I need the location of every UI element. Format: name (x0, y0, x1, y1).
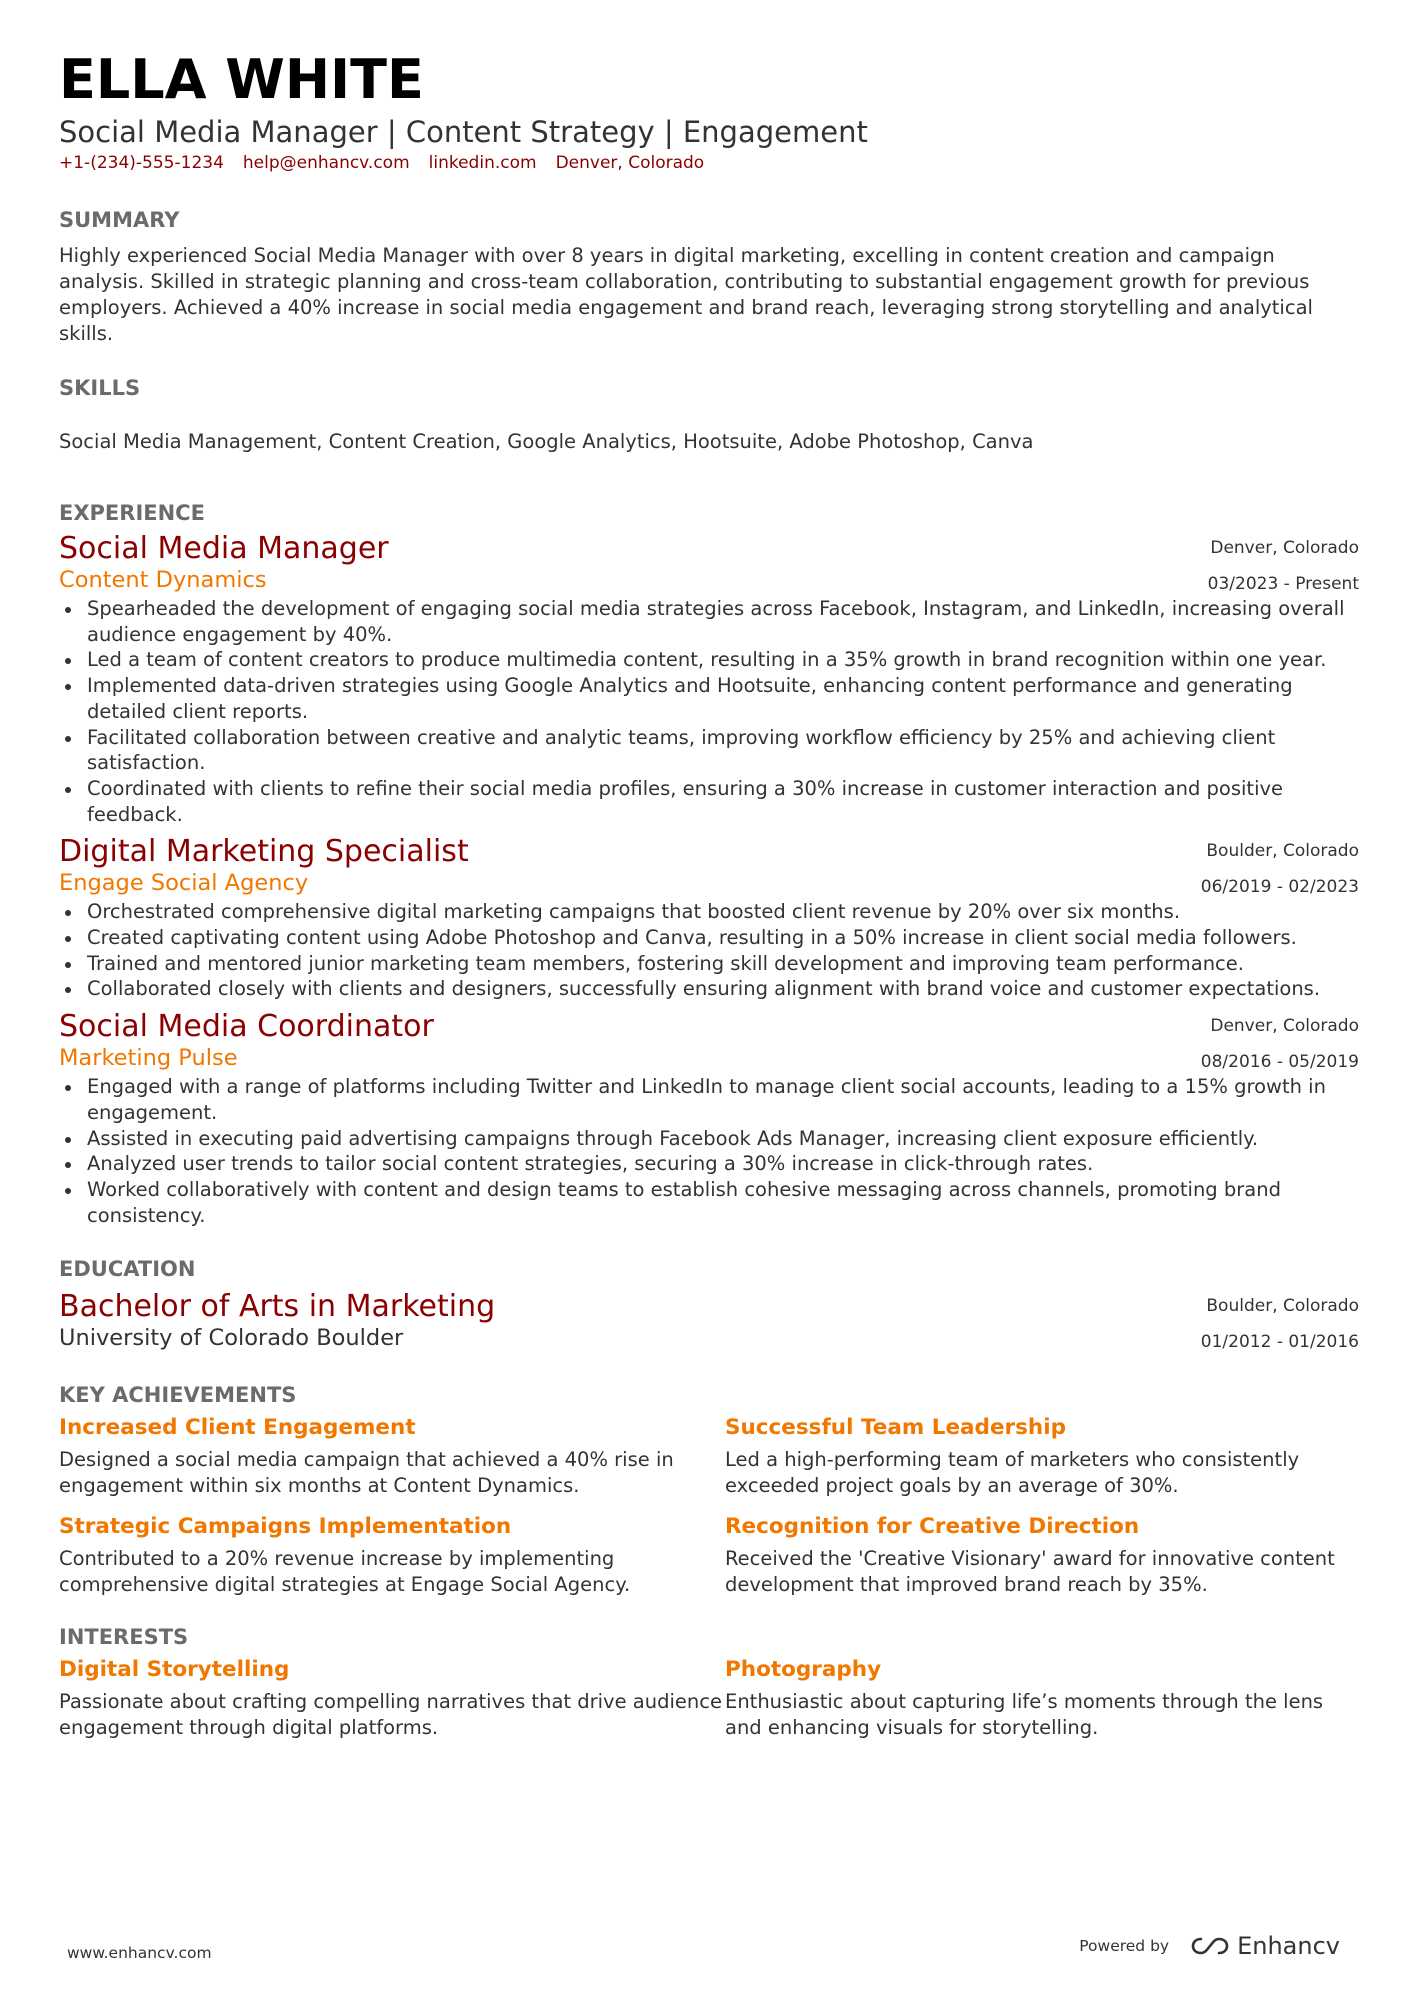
summary-heading: SUMMARY (59, 208, 180, 232)
contact-location: Denver, Colorado (555, 153, 705, 173)
bullet-item: Coordinated with clients to refine their social media profiles, ensuring a 30% increase in customer interaction and positive feedback. (59, 776, 1359, 827)
bullet-item: Implemented data-driven strategies using Google Analytics and Hootsuite, enhancing content performance and generating detailed client reports. (59, 673, 1359, 724)
interest-text: Passionate about crafting compelling narratives that drive audience engagement through digital platforms. (59, 1690, 722, 1739)
experience-heading: EXPERIENCE (59, 501, 205, 525)
school-name: University of Colorado Boulder (59, 1325, 404, 1352)
achievement-title: Increased Client Engagement (59, 1415, 416, 1441)
education-dates: 01/2012 - 01/2016 (1200, 1332, 1359, 1353)
bullet-item: Worked collaboratively with content and design teams to establish cohesive messaging across channels, promoting brand consistency. (59, 1177, 1359, 1228)
resume-page (59, 50, 1359, 1740)
job-bullets (59, 899, 1359, 1002)
summary-text: Highly experienced Social Media Manager with over 8 years in digital marketing, excelling in content creation and campaign analysis. Skilled in strategic planning and cross-team collaboration, contributing to substantial engagement growth for previous employers. Achieved a 40% increase in social media engagement and brand reach, leveraging strong storytelling and analytical skills. (59, 244, 1313, 345)
job-dates: 08/2016 - 05/2019 (1200, 1052, 1359, 1073)
company-name: Content Dynamics (59, 567, 267, 593)
interest-item (725, 1656, 1359, 1740)
bullet-item: Led a team of content creators to produce multimedia content, resulting in a 35% growth in brand recognition within one year. (59, 647, 1359, 673)
bullet-item: Facilitated collaboration between creative and analytic teams, improving workflow efficiency by 25% and achieving client satisfaction. (59, 725, 1359, 776)
enhancv-logo-icon (1191, 1935, 1229, 1957)
brand-name: Enhancv (1237, 1932, 1340, 1960)
experience-entry (59, 1010, 1359, 1228)
job-location: Denver, Colorado (1210, 1016, 1359, 1037)
achievements-heading: KEY ACHIEVEMENTS (59, 1383, 297, 1408)
education-heading: EDUCATION (59, 1257, 196, 1282)
contact-email[interactable]: help@enhancv.com (242, 153, 410, 173)
skills-list: Social Media Management, Content Creation, Google Analytics, Hootsuite, Adobe Photoshop, Canva (59, 430, 1034, 453)
achievement-text: Contributed to a 20% revenue increase by implementing comprehensive digital strategies at Engage Social Agency. (59, 1547, 631, 1596)
degree-title: Bachelor of Arts in Marketing (59, 1289, 496, 1325)
bullet-item: Created captivating content using Adobe Photoshop and Canva, resulting in a 50% increase in client social media followers. (59, 925, 1359, 951)
interest-item (59, 1656, 725, 1740)
achievement-text: Led a high-performing team of marketers who consistently exceeded project goals by an average of 30%. (725, 1448, 1300, 1497)
bullet-item: Trained and mentored junior marketing team members, fostering skill development and improving team performance. (59, 951, 1359, 977)
bullet-item: Assisted in executing paid advertising campaigns through Facebook Ads Manager, increasing client exposure efficiently. (59, 1126, 1359, 1152)
achievement-text: Received the 'Creative Visionary' award for innovative content development that improved brand reach by 35%. (725, 1547, 1335, 1596)
interest-title: Photography (725, 1657, 882, 1683)
achievement-item (59, 1513, 725, 1597)
achievement-item (725, 1414, 1359, 1498)
interests-heading: INTERESTS (59, 1625, 189, 1650)
footer-branding (1079, 1932, 1340, 1960)
achievement-text: Designed a social media campaign that achieved a 40% rise in engagement within six months at Content Dynamics. (59, 1448, 674, 1497)
contact-linkedin[interactable]: linkedin.com (428, 153, 537, 173)
interest-text: Enthusiastic about capturing life’s moments through the lens and enhancing visuals for storytelling. (725, 1690, 1324, 1739)
job-location: Boulder, Colorado (1206, 841, 1359, 862)
bullet-item: Orchestrated comprehensive digital marketing campaigns that boosted client revenue by 20% over six months. (59, 899, 1359, 925)
achievement-item (725, 1513, 1359, 1597)
achievement-item (59, 1414, 725, 1498)
brand-logo[interactable] (1191, 1932, 1340, 1960)
job-bullets (59, 1074, 1359, 1228)
achievement-title: Strategic Campaigns Implementation (59, 1514, 512, 1540)
job-dates: 06/2019 - 02/2023 (1200, 877, 1359, 898)
achievement-title: Successful Team Leadership (725, 1415, 1066, 1441)
interest-title: Digital Storytelling (59, 1657, 290, 1683)
achievements-grid (59, 1414, 1359, 1597)
company-name: Marketing Pulse (59, 1045, 238, 1072)
footer-website[interactable]: www.enhancv.com (67, 1944, 212, 1962)
bullet-item: Spearheaded the development of engaging social media strategies across Facebook, Instagram, and LinkedIn, increasing overall audience engagement by 40%. (59, 596, 1359, 647)
contact-phone[interactable]: +1-(234)-555-1234 (59, 153, 224, 173)
company-name: Engage Social Agency (59, 870, 309, 897)
interests-grid (59, 1656, 1359, 1740)
education-location: Boulder, Colorado (1206, 1296, 1359, 1317)
job-bullets (59, 596, 1359, 827)
powered-by-label: Powered by (1079, 1937, 1170, 1955)
education-entry (59, 1290, 1359, 1352)
experience-entry (59, 532, 1359, 827)
candidate-name: ELLA WHITE (59, 48, 424, 111)
job-dates: 03/2023 - Present (1207, 574, 1359, 594)
skills-heading: SKILLS (59, 376, 141, 400)
bullet-item: Engaged with a range of platforms including Twitter and LinkedIn to manage client social accounts, leading to a 15% growth in engagement. (59, 1074, 1359, 1125)
job-title: Digital Marketing Specialist (59, 834, 469, 870)
contact-row (59, 152, 1359, 174)
bullet-item: Analyzed user trends to tailor social content strategies, securing a 30% increase in click-through rates. (59, 1151, 1359, 1177)
experience-entry (59, 835, 1359, 1002)
job-location: Denver, Colorado (1210, 538, 1359, 558)
job-title: Social Media Coordinator (59, 1009, 434, 1045)
achievement-title: Recognition for Creative Direction (725, 1514, 1140, 1540)
candidate-headline: Social Media Manager | Content Strategy | Engagement (59, 115, 868, 149)
job-title: Social Media Manager (59, 531, 389, 566)
bullet-item: Collaborated closely with clients and designers, successfully ensuring alignment with brand voice and customer expectations. (59, 976, 1359, 1002)
